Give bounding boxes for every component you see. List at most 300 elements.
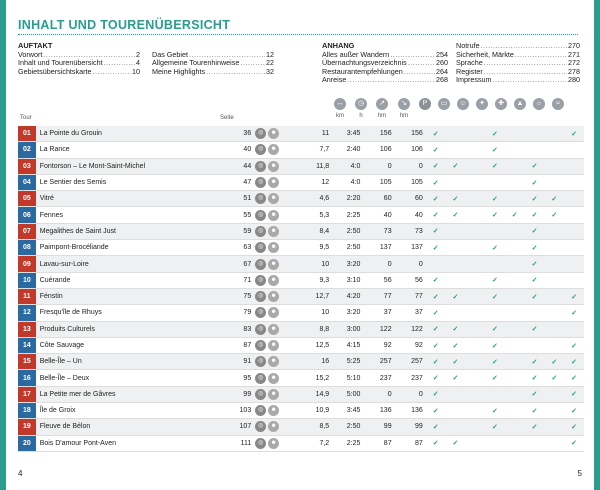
tour-number: 13 bbox=[18, 321, 36, 337]
feature-check bbox=[465, 288, 485, 304]
tour-name: La Petite mer de Gâvres bbox=[36, 386, 231, 402]
right-edge-bar bbox=[594, 0, 600, 490]
feature-check bbox=[505, 272, 525, 288]
toc-entry-label: Sicherheit, Märkte bbox=[456, 49, 514, 59]
feature-check bbox=[465, 435, 485, 451]
tour-km: 9,5 bbox=[301, 240, 332, 256]
tour-name: Fennes bbox=[36, 207, 231, 223]
tour-type-icons bbox=[255, 337, 301, 353]
feature-check bbox=[505, 142, 525, 158]
tour-hours: 2:20 bbox=[332, 191, 363, 207]
tour-km: 7,7 bbox=[301, 142, 332, 158]
toc-entry-label: Das Gebiet bbox=[152, 49, 188, 59]
difficulty-icon: ☻ bbox=[268, 177, 279, 188]
feature-check bbox=[544, 435, 564, 451]
feature-check bbox=[564, 256, 584, 272]
tour-ascent: 73 bbox=[363, 223, 394, 239]
tour-number: 20 bbox=[18, 435, 36, 451]
tour-row[interactable] bbox=[18, 174, 584, 190]
feature-check bbox=[564, 240, 584, 256]
toc-entry-label: Gebietsübersichtskarte bbox=[18, 66, 92, 76]
feature-check: ✓ bbox=[525, 240, 545, 256]
feature-check: ✓ bbox=[525, 354, 545, 370]
table-header bbox=[18, 98, 584, 124]
tour-page: 63 bbox=[230, 240, 255, 256]
feature-check bbox=[505, 370, 525, 386]
feature-check bbox=[505, 403, 525, 419]
tour-row[interactable] bbox=[18, 403, 584, 419]
tour-row[interactable] bbox=[18, 435, 584, 451]
tour-type-icon: ◎ bbox=[255, 324, 266, 335]
tour-ascent: 106 bbox=[363, 142, 394, 158]
tour-type-icon: ◎ bbox=[255, 389, 266, 400]
feature-check: ✓ bbox=[426, 223, 446, 239]
tour-type-icons bbox=[255, 321, 301, 337]
feature-check: ✓ bbox=[485, 403, 505, 419]
tour-hours: 4:0 bbox=[332, 174, 363, 190]
tour-hours: 3:10 bbox=[332, 272, 363, 288]
tour-row[interactable] bbox=[18, 419, 584, 435]
tour-km: 12,7 bbox=[301, 288, 332, 304]
feature-check bbox=[505, 419, 525, 435]
feature-check bbox=[485, 435, 505, 451]
difficulty-icon: ☻ bbox=[268, 356, 279, 367]
feature-check: ✓ bbox=[564, 403, 584, 419]
tour-row[interactable] bbox=[18, 158, 584, 174]
feature-check bbox=[465, 223, 485, 239]
tour-descent: 40 bbox=[395, 207, 426, 223]
tour-page: 59 bbox=[230, 223, 255, 239]
tour-hours: 2:25 bbox=[332, 207, 363, 223]
feature-check bbox=[465, 191, 485, 207]
toc-leader-dots bbox=[484, 59, 567, 68]
tour-row[interactable] bbox=[18, 354, 584, 370]
feature-check: ✓ bbox=[564, 386, 584, 402]
feature-check: ✓ bbox=[426, 126, 446, 142]
tour-km: 8,4 bbox=[301, 223, 332, 239]
tour-ascent: 0 bbox=[363, 386, 394, 402]
feature-check bbox=[446, 386, 466, 402]
tour-descent: 137 bbox=[395, 240, 426, 256]
tour-name: Fontorson – Le Mont-Saint-Michel bbox=[36, 158, 231, 174]
feature-check bbox=[544, 126, 564, 142]
toc-entry-page: 4 bbox=[136, 58, 140, 68]
feature-check bbox=[544, 240, 564, 256]
tour-ascent: 136 bbox=[363, 403, 394, 419]
tour-page: 44 bbox=[230, 158, 255, 174]
tour-type-icons bbox=[255, 191, 301, 207]
tour-name: Fénstin bbox=[36, 288, 231, 304]
tour-type-icons bbox=[255, 419, 301, 435]
feature-check: ✓ bbox=[564, 126, 584, 142]
tour-page: 79 bbox=[230, 305, 255, 321]
tour-ascent: 156 bbox=[363, 126, 394, 142]
feature-check: ✓ bbox=[525, 288, 545, 304]
bus-icon: ▭ bbox=[438, 98, 450, 110]
feature-check bbox=[544, 386, 564, 402]
feature-check bbox=[505, 337, 525, 353]
tour-descent: 156 bbox=[395, 126, 426, 142]
tour-row[interactable] bbox=[18, 191, 584, 207]
ascent-icon: ↗ bbox=[376, 98, 388, 110]
tour-table bbox=[18, 126, 584, 452]
tour-ascent: 37 bbox=[363, 305, 394, 321]
toc-entry-page: 32 bbox=[266, 66, 274, 76]
tour-hours: 2:40 bbox=[332, 142, 363, 158]
tour-type-icon: ◎ bbox=[255, 275, 266, 286]
tour-km: 10 bbox=[301, 305, 332, 321]
toc-entry-label: Vorwort bbox=[18, 49, 43, 59]
feature-check: ✓ bbox=[485, 207, 505, 223]
feature-check: ✓ bbox=[525, 207, 545, 223]
tour-descent: 105 bbox=[395, 174, 426, 190]
feature-check bbox=[446, 403, 466, 419]
tour-type-icons bbox=[255, 354, 301, 370]
viewpoint-icon: ✦ bbox=[476, 98, 488, 110]
toc-entry-page: 260 bbox=[436, 58, 448, 68]
tour-type-icon: ◎ bbox=[255, 210, 266, 221]
toc-heading: ANHANG bbox=[322, 41, 355, 50]
tour-hours: 2:50 bbox=[332, 223, 363, 239]
tour-name: Île de Groix bbox=[36, 403, 231, 419]
feature-check: ✓ bbox=[525, 419, 545, 435]
family-icon: ☺ bbox=[457, 98, 469, 110]
tour-type-icon: ◎ bbox=[255, 193, 266, 204]
toc-entry[interactable] bbox=[152, 68, 274, 77]
tour-number: 12 bbox=[18, 305, 36, 321]
page-header-label: Seite bbox=[220, 115, 234, 121]
tour-row[interactable] bbox=[18, 337, 584, 353]
tour-ascent: 77 bbox=[363, 288, 394, 304]
toc-entry-label: Impressum bbox=[456, 75, 492, 85]
tour-page: 75 bbox=[230, 288, 255, 304]
tour-row[interactable] bbox=[18, 321, 584, 337]
tour-descent: 77 bbox=[395, 288, 426, 304]
difficulty-icon: ☻ bbox=[268, 421, 279, 432]
tour-number: 01 bbox=[18, 126, 36, 142]
feature-check bbox=[485, 223, 505, 239]
feature-check: ✓ bbox=[485, 288, 505, 304]
tour-ascent: 40 bbox=[363, 207, 394, 223]
beach-icon: ≈ bbox=[552, 98, 564, 110]
feature-check bbox=[564, 321, 584, 337]
difficulty-icon: ☻ bbox=[268, 340, 279, 351]
feature-check bbox=[505, 288, 525, 304]
km-header-label: km bbox=[336, 113, 344, 119]
feature-check: ✓ bbox=[426, 386, 446, 402]
tour-type-icons bbox=[255, 288, 301, 304]
feature-check bbox=[465, 321, 485, 337]
feature-check bbox=[544, 272, 564, 288]
tour-page: 95 bbox=[230, 370, 255, 386]
tour-header-label: Tour bbox=[20, 115, 32, 121]
tour-type-icons bbox=[255, 403, 301, 419]
tour-ascent: 122 bbox=[363, 321, 394, 337]
toc-column-anhang bbox=[322, 42, 448, 85]
tour-type-icon: ◎ bbox=[255, 356, 266, 367]
feature-check bbox=[465, 419, 485, 435]
feature-check bbox=[505, 435, 525, 451]
tour-type-icon: ◎ bbox=[255, 161, 266, 172]
tour-descent: 0 bbox=[395, 256, 426, 272]
toc-entry-page: 270 bbox=[568, 41, 580, 50]
tour-hours: 5:10 bbox=[332, 370, 363, 386]
toc-entry-label: Übernachtungsverzeichnis bbox=[322, 58, 407, 68]
tour-hours: 3:45 bbox=[332, 403, 363, 419]
tour-descent: 73 bbox=[395, 223, 426, 239]
tour-name: Produits Culturels bbox=[36, 321, 231, 337]
feature-check: ✓ bbox=[426, 207, 446, 223]
feature-check bbox=[564, 272, 584, 288]
feature-check bbox=[485, 305, 505, 321]
feature-check bbox=[465, 370, 485, 386]
feature-check: ✓ bbox=[485, 272, 505, 288]
tour-number: 10 bbox=[18, 272, 36, 288]
tour-name: Paimpont-Brocéliande bbox=[36, 240, 231, 256]
feature-check bbox=[446, 223, 466, 239]
tour-row[interactable] bbox=[18, 142, 584, 158]
feature-check: ✓ bbox=[564, 288, 584, 304]
toc-entry-page: 271 bbox=[568, 49, 580, 59]
tour-number: 17 bbox=[18, 386, 36, 402]
tour-row[interactable] bbox=[18, 207, 584, 223]
difficulty-icon: ☻ bbox=[268, 226, 279, 237]
toc-leader-dots bbox=[404, 68, 435, 77]
tour-hours: 3:20 bbox=[332, 305, 363, 321]
feature-check: ✓ bbox=[426, 142, 446, 158]
tour-type-icons bbox=[255, 272, 301, 288]
toc-entry-page: 12 bbox=[266, 49, 274, 59]
tour-km: 10 bbox=[301, 256, 332, 272]
tour-descent: 136 bbox=[395, 403, 426, 419]
tour-name: Bois D'amour Pont-Aven bbox=[36, 435, 231, 451]
feature-check bbox=[465, 240, 485, 256]
feature-check bbox=[446, 126, 466, 142]
tour-ascent: 257 bbox=[363, 354, 394, 370]
tour-row[interactable] bbox=[18, 370, 584, 386]
feature-check bbox=[544, 337, 564, 353]
tour-descent: 99 bbox=[395, 419, 426, 435]
difficulty-icon: ☻ bbox=[268, 144, 279, 155]
ascent-header-label: hm bbox=[377, 113, 387, 119]
tour-number: 02 bbox=[18, 142, 36, 158]
tour-type-icons bbox=[255, 370, 301, 386]
feature-check bbox=[465, 126, 485, 142]
tour-row[interactable] bbox=[18, 305, 584, 321]
feature-check bbox=[544, 256, 564, 272]
tour-page: 47 bbox=[230, 174, 255, 190]
toc-entry[interactable] bbox=[456, 76, 580, 85]
toc-entry-page: 264 bbox=[436, 66, 448, 76]
toc-entry-label: Allgemeine Tourenhinweise bbox=[152, 58, 240, 68]
feature-check: ✓ bbox=[426, 240, 446, 256]
toc-entry-label: Register bbox=[456, 66, 483, 76]
toc-column-2 bbox=[152, 51, 274, 77]
tour-type-icons bbox=[255, 142, 301, 158]
tour-descent: 56 bbox=[395, 272, 426, 288]
feature-check bbox=[544, 403, 564, 419]
feature-check bbox=[544, 174, 564, 190]
toc-entry-page: 10 bbox=[132, 66, 140, 76]
tour-page: 111 bbox=[230, 435, 255, 451]
descent-header-label: hm bbox=[399, 113, 409, 119]
toc-entry-label: Meine Highlights bbox=[152, 66, 206, 76]
toc-entry[interactable] bbox=[18, 68, 140, 77]
feature-check bbox=[465, 354, 485, 370]
tour-type-icons bbox=[255, 240, 301, 256]
tour-page: 107 bbox=[230, 419, 255, 435]
tour-page: 83 bbox=[230, 321, 255, 337]
feature-check bbox=[564, 207, 584, 223]
toc-entry-page: 272 bbox=[568, 58, 580, 68]
tour-descent: 87 bbox=[395, 435, 426, 451]
tour-name: Lavau-sur-Loire bbox=[36, 256, 231, 272]
tour-km: 15,2 bbox=[301, 370, 332, 386]
tour-type-icons bbox=[255, 158, 301, 174]
tour-ascent: 0 bbox=[363, 256, 394, 272]
tour-km: 12 bbox=[301, 174, 332, 190]
tour-type-icon: ◎ bbox=[255, 177, 266, 188]
difficulty-icon: ☻ bbox=[268, 275, 279, 286]
feature-check bbox=[544, 321, 564, 337]
feature-check: ✓ bbox=[525, 403, 545, 419]
tour-ascent: 87 bbox=[363, 435, 394, 451]
feature-check bbox=[564, 142, 584, 158]
feature-check bbox=[505, 321, 525, 337]
feature-check: ✓ bbox=[426, 370, 446, 386]
tour-hours: 2:50 bbox=[332, 240, 363, 256]
tour-row[interactable] bbox=[18, 256, 584, 272]
toc-leader-dots bbox=[104, 59, 135, 68]
tour-ascent: 92 bbox=[363, 337, 394, 353]
feature-check bbox=[505, 354, 525, 370]
feature-check: ✓ bbox=[485, 337, 505, 353]
feature-check bbox=[525, 126, 545, 142]
tour-hours: 4:20 bbox=[332, 288, 363, 304]
difficulty-icon: ☻ bbox=[268, 193, 279, 204]
feature-check bbox=[446, 419, 466, 435]
feature-check bbox=[485, 256, 505, 272]
tour-page: 40 bbox=[230, 142, 255, 158]
difficulty-icon: ☻ bbox=[268, 373, 279, 384]
tour-hours: 4:0 bbox=[332, 158, 363, 174]
toc-entry[interactable] bbox=[322, 76, 448, 85]
difficulty-icon: ☻ bbox=[268, 324, 279, 335]
tour-type-icon: ◎ bbox=[255, 307, 266, 318]
feature-check: ✓ bbox=[564, 435, 584, 451]
clock-icon: ◷ bbox=[355, 98, 367, 110]
tour-name: Côte Sauvage bbox=[36, 337, 231, 353]
tour-row[interactable] bbox=[18, 386, 584, 402]
tour-km: 5,3 bbox=[301, 207, 332, 223]
distance-icon: ↔ bbox=[334, 98, 346, 110]
toc-heading: AUFTAKT bbox=[18, 41, 53, 50]
feature-check bbox=[505, 158, 525, 174]
tour-ascent: 237 bbox=[363, 370, 394, 386]
feature-check: ✓ bbox=[426, 419, 446, 435]
feature-check bbox=[505, 223, 525, 239]
descent-icon: ↘ bbox=[398, 98, 410, 110]
difficulty-icon: ☻ bbox=[268, 405, 279, 416]
feature-check: ✓ bbox=[446, 321, 466, 337]
tour-hours: 2:25 bbox=[332, 435, 363, 451]
toc-leader-dots bbox=[493, 76, 567, 85]
difficulty-icon: ☻ bbox=[268, 389, 279, 400]
feature-check: ✓ bbox=[544, 191, 564, 207]
feature-check: ✓ bbox=[485, 321, 505, 337]
tour-type-icon: ◎ bbox=[255, 291, 266, 302]
tour-number: 15 bbox=[18, 354, 36, 370]
tour-page: 99 bbox=[230, 386, 255, 402]
tour-ascent: 99 bbox=[363, 419, 394, 435]
feature-check bbox=[544, 223, 564, 239]
feature-check: ✓ bbox=[446, 158, 466, 174]
tour-type-icon: ◎ bbox=[255, 144, 266, 155]
tour-row[interactable] bbox=[18, 223, 584, 239]
tour-number: 18 bbox=[18, 403, 36, 419]
tour-hours: 3:20 bbox=[332, 256, 363, 272]
title-rule bbox=[18, 34, 578, 35]
feature-check bbox=[485, 174, 505, 190]
toc-entry-page: 268 bbox=[436, 75, 448, 85]
page-title: INHALT UND TOURENÜBERSICHT bbox=[18, 18, 231, 32]
feature-check bbox=[446, 256, 466, 272]
tour-hours: 5:00 bbox=[332, 386, 363, 402]
left-edge-bar bbox=[0, 0, 6, 490]
feature-check bbox=[505, 386, 525, 402]
feature-check bbox=[446, 142, 466, 158]
feature-check bbox=[465, 386, 485, 402]
feature-check: ✓ bbox=[426, 288, 446, 304]
tour-row[interactable] bbox=[18, 126, 584, 142]
tour-hours: 3:00 bbox=[332, 321, 363, 337]
toc-leader-dots bbox=[93, 68, 131, 77]
tour-name: Le Sentier des Semis bbox=[36, 174, 231, 190]
feature-check bbox=[446, 240, 466, 256]
feature-check: ✓ bbox=[485, 191, 505, 207]
tour-row[interactable] bbox=[18, 288, 584, 304]
feature-check bbox=[446, 305, 466, 321]
tour-km: 12,5 bbox=[301, 337, 332, 353]
tour-number: 16 bbox=[18, 370, 36, 386]
tour-row[interactable] bbox=[18, 240, 584, 256]
feature-check: ✓ bbox=[564, 370, 584, 386]
tour-descent: 237 bbox=[395, 370, 426, 386]
tour-number: 03 bbox=[18, 158, 36, 174]
feature-check bbox=[465, 305, 485, 321]
tour-row[interactable] bbox=[18, 272, 584, 288]
feature-check bbox=[544, 142, 564, 158]
feature-check bbox=[564, 158, 584, 174]
feature-check bbox=[465, 256, 485, 272]
feature-check bbox=[505, 240, 525, 256]
feature-check bbox=[564, 191, 584, 207]
feature-check: ✓ bbox=[525, 191, 545, 207]
toc-leader-dots bbox=[484, 68, 567, 77]
tour-number: 11 bbox=[18, 288, 36, 304]
tour-page: 91 bbox=[230, 354, 255, 370]
feature-check bbox=[505, 305, 525, 321]
toc-entry-label: Inhalt und Tourenübersicht bbox=[18, 58, 103, 68]
tour-page: 103 bbox=[230, 403, 255, 419]
hours-header-label: h bbox=[359, 113, 363, 119]
toc-entry-label: Notrufe bbox=[456, 41, 480, 50]
toc-leader-dots bbox=[515, 51, 567, 60]
tour-type-icon: ◎ bbox=[255, 242, 266, 253]
tour-type-icons bbox=[255, 207, 301, 223]
feature-check: ✓ bbox=[446, 354, 466, 370]
tour-name: Vitré bbox=[36, 191, 231, 207]
